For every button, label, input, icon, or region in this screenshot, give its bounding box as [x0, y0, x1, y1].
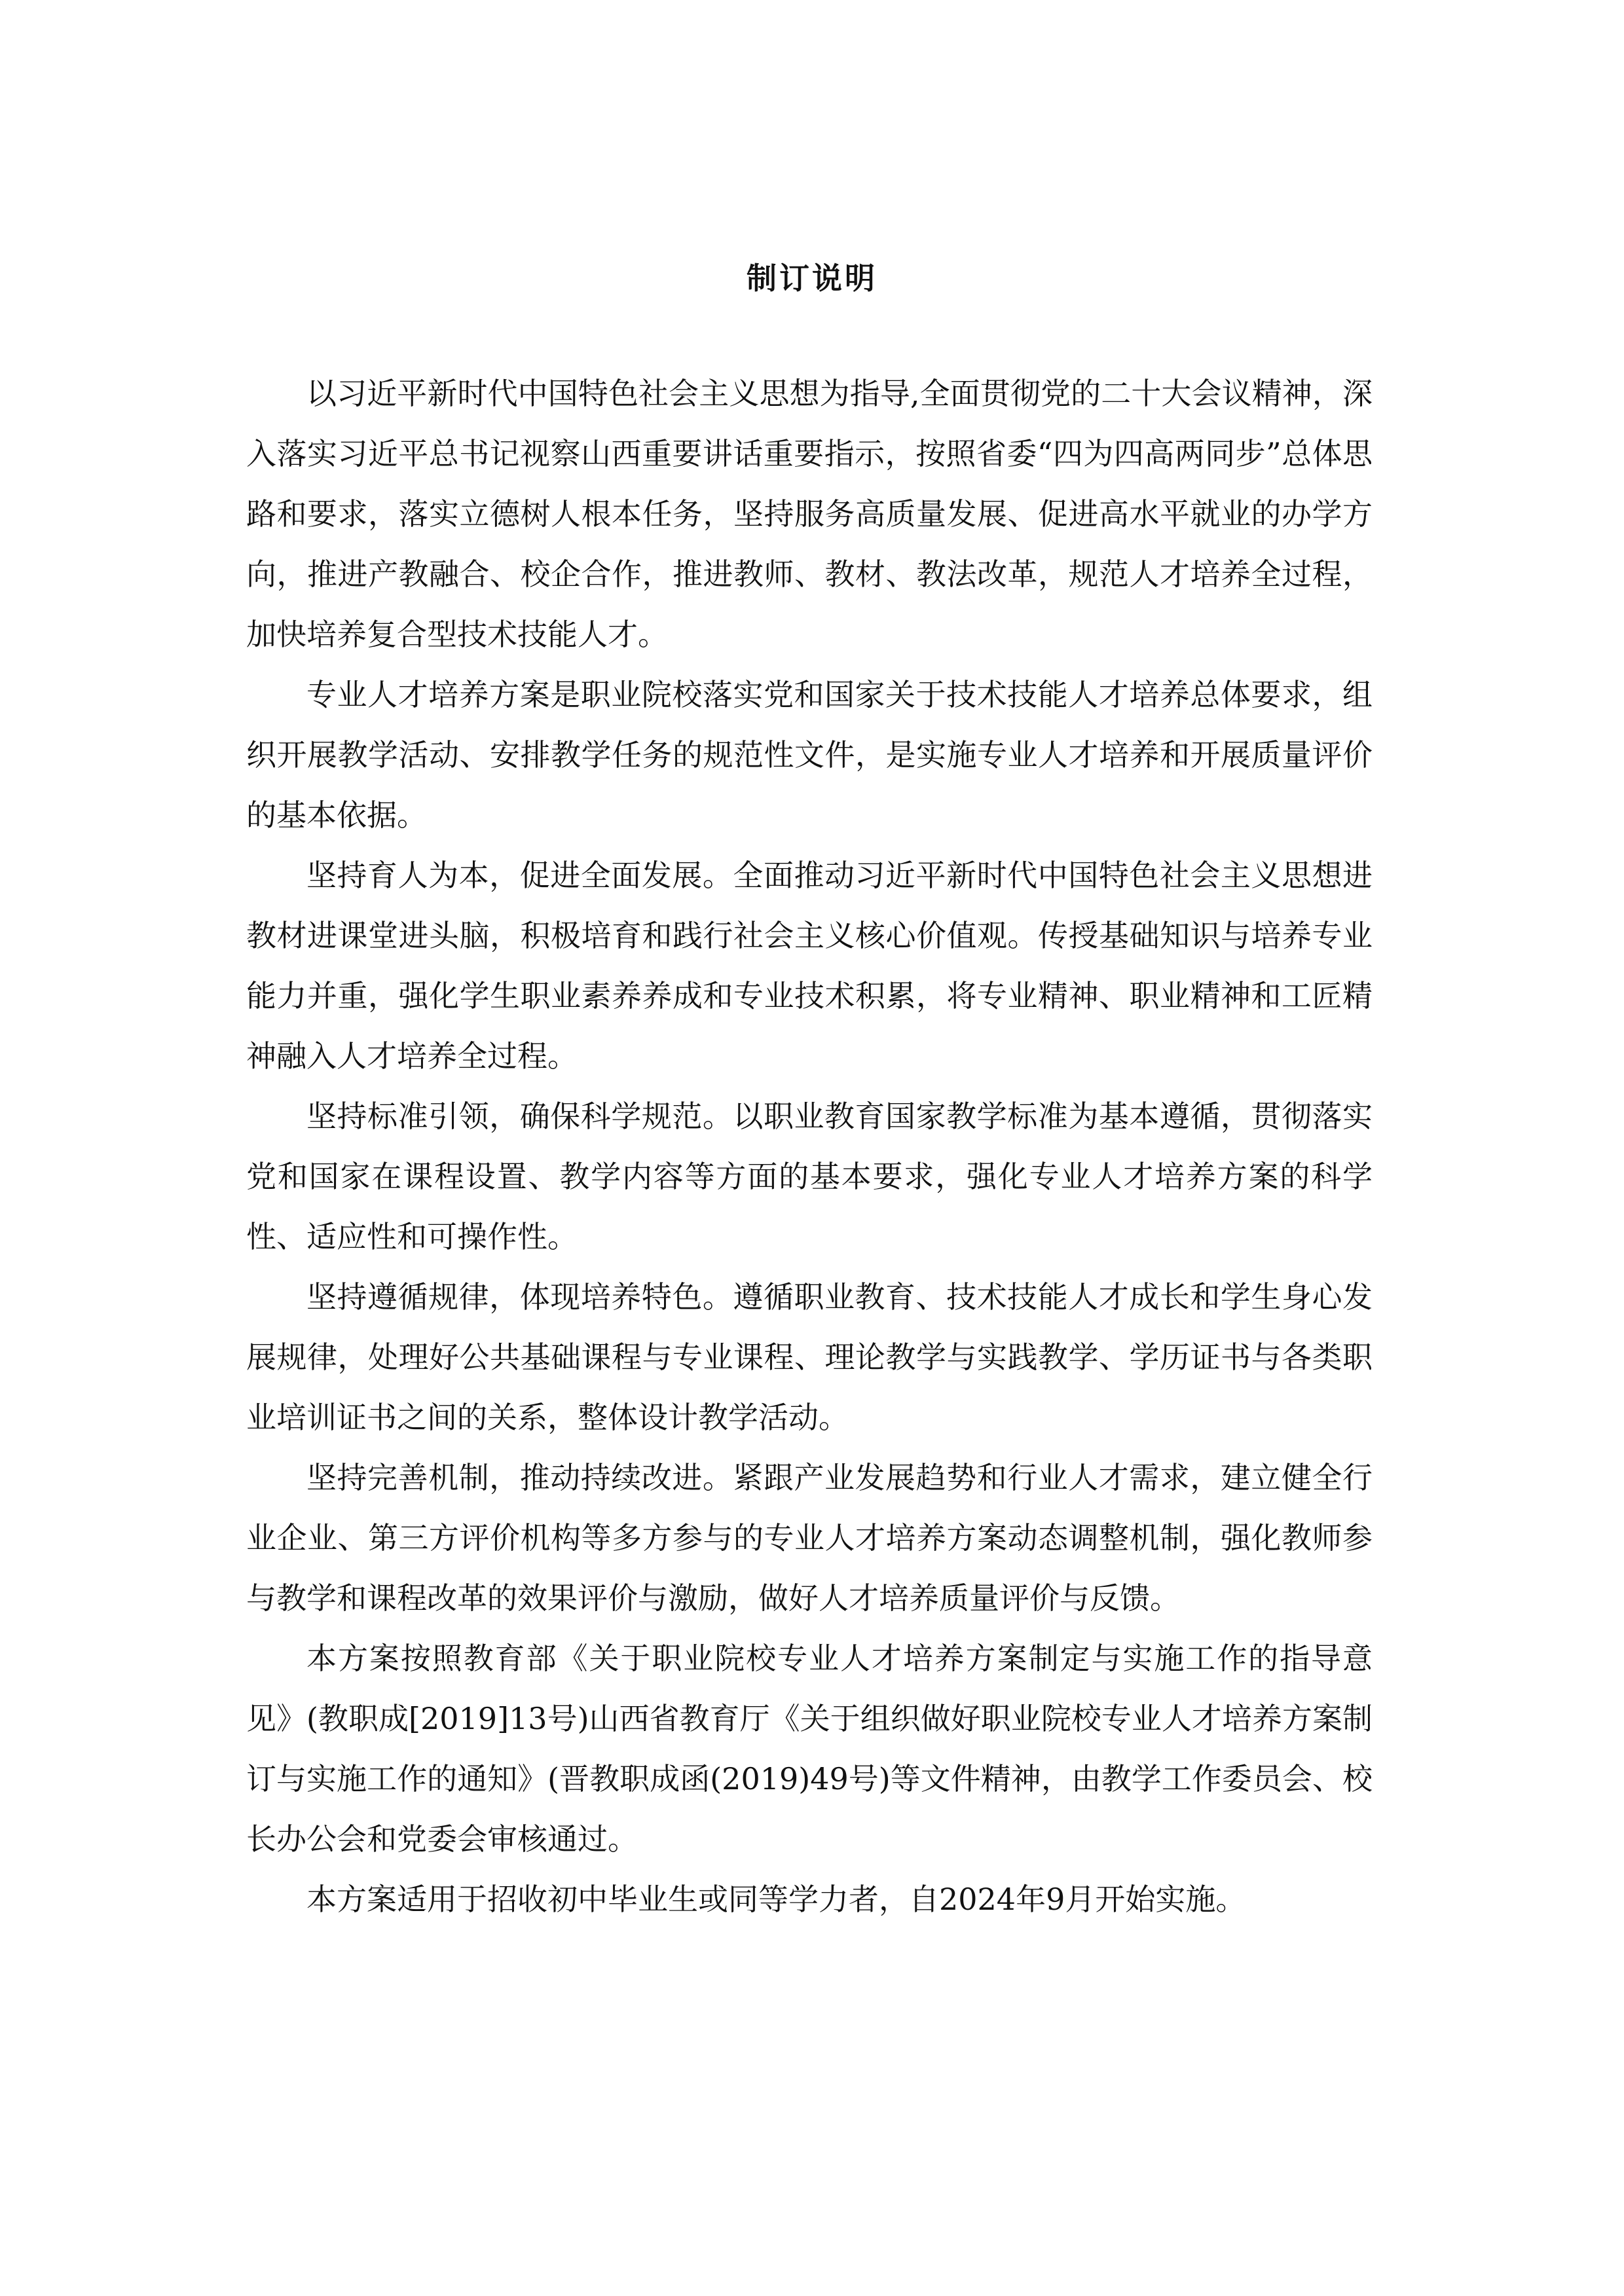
paragraph-mechanism-principle: 坚持完善机制，推动持续改进。紧跟产业发展趋势和行业人才需求，建立健全行业企业、第三方评价机构等多方参与的专业人才培养方案动态调整机制，强化教师参与教学和课程改革的效果评价与激励，做好人才培养质量评价与反馈。 — [246, 1460, 1373, 1616]
paragraph-guiding-ideology: 以习近平新时代中国特色社会主义思想为指导,全面贯彻党的二十大会议精神，深入落实习近平总书记视察山西重要讲话重要指示，按照省委“四为四高两同步”总体思路和要求，落实立德树人根本任务，坚持服务高质量发展、促进高水平就业的办学方向，推进产教融合、校企合作，推进教师、教材、教法改革，规范人才培养全过程，加快培养复合型技术技能人才。 — [246, 376, 1373, 652]
paragraph-standards-principle: 坚持标准引领，确保科学规范。以职业教育国家教学标准为基本遵循，贯彻落实党和国家在课程设置、教学内容等方面的基本要求，强化专业人才培养方案的科学性、适应性和可操作性。 — [246, 1099, 1373, 1254]
paragraph-rules-principle: 坚持遵循规律，体现培养特色。遵循职业教育、技术技能人才成长和学生身心发展规律，处理好公共基础课程与专业课程、理论教学与实践教学、学历证书与各类职业培训证书之间的关系，整体设计教学活动。 — [246, 1279, 1373, 1435]
paragraph-plan-definition: 专业人才培养方案是职业院校落实党和国家关于技术技能人才培养总体要求，组织开展教学活动、安排教学任务的规范性文件，是实施专业人才培养和开展质量评价的基本依据。 — [246, 677, 1373, 833]
document-body — [246, 363, 1373, 1929]
paragraph-education-principle: 坚持育人为本，促进全面发展。全面推动习近平新时代中国特色社会主义思想进教材进课堂进头脑，积极培育和践行社会主义核心价值观。传授基础知识与培养专业能力并重，强化学生职业素养养成和专业技术积累，将专业精神、职业精神和工匠精神融入人才培养全过程。 — [246, 858, 1373, 1074]
paragraph-basis-documents: 本方案按照教育部《关于职业院校专业人才培养方案制定与实施工作的指导意见》(教职成[2019]13号)山西省教育厅《关于组织做好职业院校专业人才培养方案制订与实施工作的通知》(晋教职成函(2019)49号)等文件精神，由教学工作委员会、校长办公会和党委会审核通过。 — [246, 1641, 1373, 1857]
page-title: 制订说明 — [747, 261, 877, 296]
paragraph-scope-effective-date: 本方案适用于招收初中毕业生或同等学力者，自2024年9月开始实施。 — [306, 1882, 1246, 1917]
